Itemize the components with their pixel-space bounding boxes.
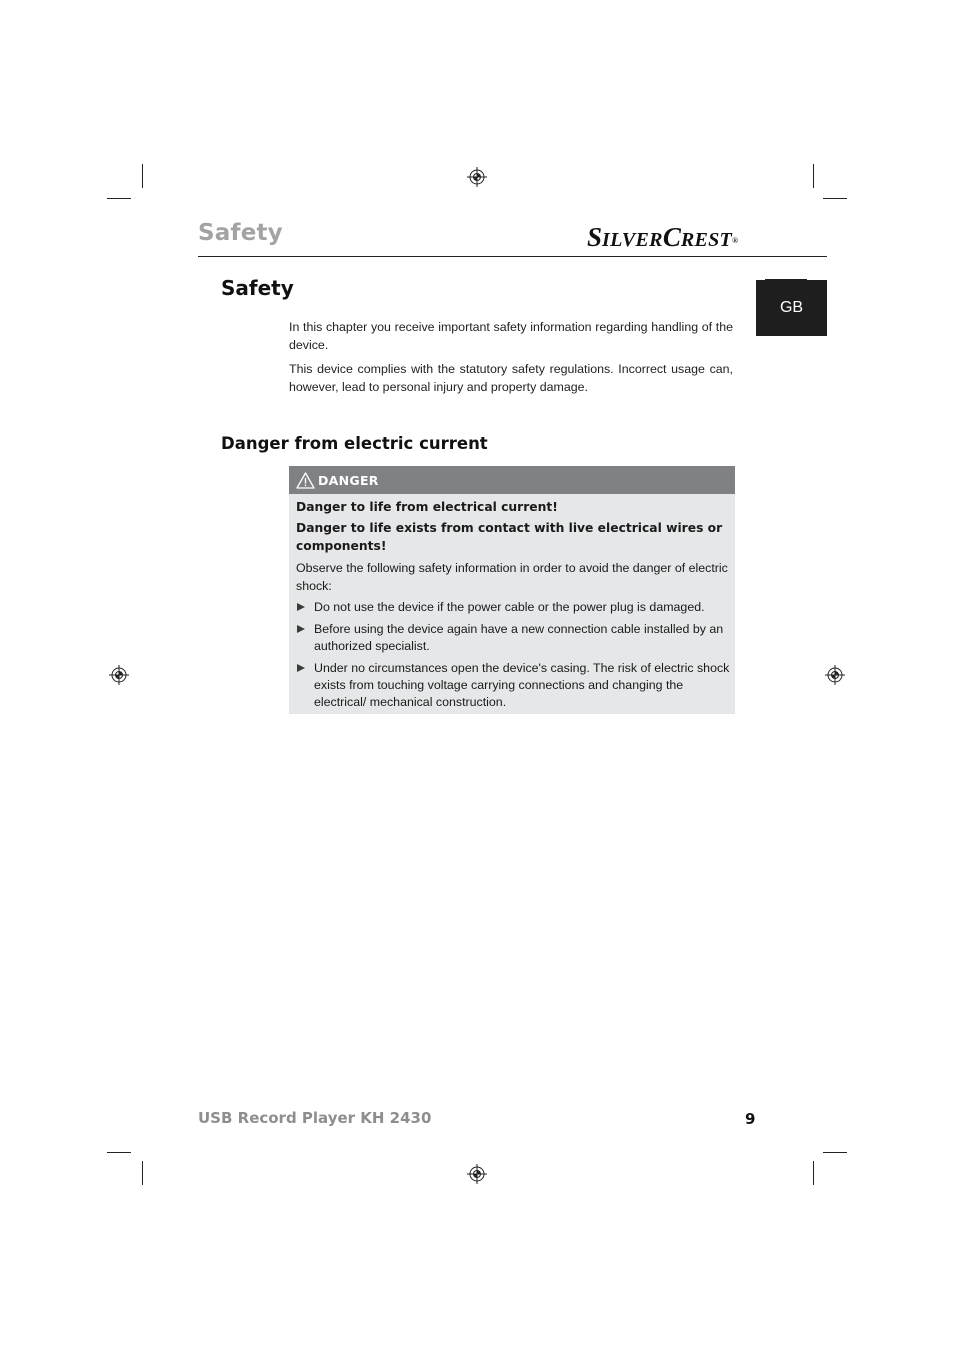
danger-intro: Observe the following safety information in order to avoid the danger of electric shock: [296,561,728,593]
running-header-title: Safety [198,220,283,246]
subsection-title: Danger from electric current [221,434,488,453]
section-title: Safety [221,276,294,300]
crop-mark [142,164,143,188]
header-rule [198,256,827,257]
language-tab-label: GB [779,299,804,316]
danger-box [289,466,735,714]
danger-bold-line: Danger to life exists from contact with live electrical wires or components! [296,521,723,553]
danger-bullet: Do not use the device if the power cable or the power plug is damaged. [314,600,705,614]
bullet-arrow-icon [297,625,305,633]
intro-paragraph: In this chapter you receive important safety information regarding handling of the device. [289,320,733,352]
bullet-arrow-icon [297,603,305,611]
crop-mark [823,1152,847,1153]
warning-triangle-icon [296,472,315,489]
danger-bold-line: Danger to life from electrical current! [296,500,558,514]
registration-mark-icon [467,167,487,187]
danger-header [289,466,735,494]
crop-mark [813,1161,814,1185]
intro-paragraph: This device complies with the statutory safety regulations. Incorrect usage can, however, lead to personal injury and property damage. [289,362,733,394]
crop-mark [142,1161,143,1185]
language-tab [756,280,827,336]
logo-text: ILVER [602,229,663,251]
logo-initial: S [587,222,603,252]
crop-mark [823,198,847,199]
bullet-arrow-icon [297,664,305,672]
danger-bullet: Before using the device again have a new connection cable installed by an authorized specialist. [314,622,724,653]
brand-logo [587,222,738,252]
logo-initial: C [662,222,681,252]
registration-mark-icon [109,665,129,685]
registration-mark-icon [467,1164,487,1184]
crop-mark [107,1152,131,1153]
logo-text: REST [680,229,733,251]
footer-product-title: USB Record Player KH 2430 [198,1109,432,1127]
registered-mark: ® [732,236,739,245]
page-number: 9 [745,1110,756,1128]
crop-mark [107,198,131,199]
danger-bullet: Under no circumstances open the device's casing. The risk of electric shock exists from touching voltage carrying connections and changing the electrical/ mechanical construction. [314,661,730,709]
danger-label: DANGER [318,472,379,488]
registration-mark-icon [825,665,845,685]
crop-mark [813,164,814,188]
